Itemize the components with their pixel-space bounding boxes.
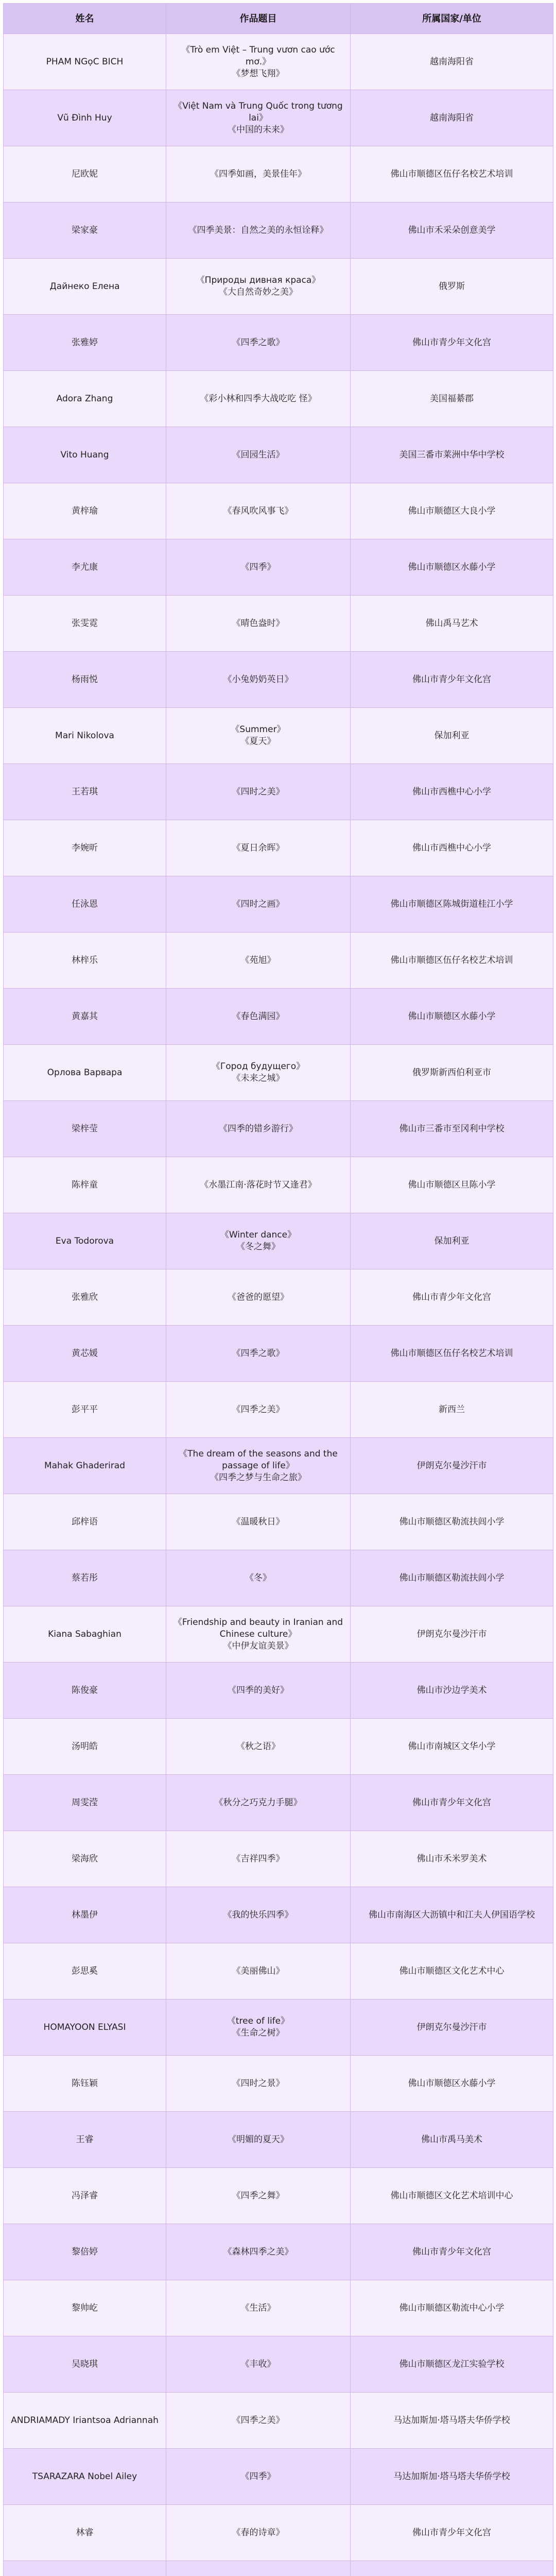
table-row (4, 427, 553, 483)
work-title-cell: 《四时之画》 (166, 876, 351, 933)
work-title-cell: 《秋之语》 (166, 1719, 351, 1775)
name-cell: 李婉昕 (4, 820, 166, 876)
work-title-cell: 《四季美景：自然之美的永恒诠释》 (166, 202, 351, 259)
name-cell: 陈俊豪 (4, 1663, 166, 1719)
country-org-cell: 佛山市顺德区勒流扶闾小学 (351, 1494, 553, 1550)
table-row (4, 1326, 553, 1382)
name-cell: 梁梓莹 (4, 1101, 166, 1157)
country-org-cell: 佛山禹马艺术 (351, 596, 553, 652)
country-org-cell: 佛山市青少年文化宫 (351, 315, 553, 371)
name-cell: 张雯霓 (4, 596, 166, 652)
work-title-cell: 《四季之美》 (166, 2393, 351, 2449)
work-title-cell: 《春风吹风事飞》 (166, 483, 351, 539)
name-cell: HOMAYOON ELYASI (4, 1999, 166, 2056)
name-cell: 黄嘉其 (4, 989, 166, 1045)
table-row (4, 933, 553, 989)
name-cell: 张雅婷 (4, 315, 166, 371)
name-cell: Adora Zhang (4, 371, 166, 427)
country-org-cell: 佛山市顺德区文化艺术中心 (351, 1943, 553, 1999)
work-title-cell: 《冬》 (166, 1550, 351, 1606)
table-row (4, 1382, 553, 1438)
work-title-cell: 《美丽佛山》 (166, 1943, 351, 1999)
name-cell: 李尤康 (4, 539, 166, 596)
country-org-cell: 保加利亚 (351, 1213, 553, 1269)
name-cell: 陈钰颖 (4, 2056, 166, 2112)
table-row (4, 820, 553, 876)
country-org-cell: 佛山市青少年文化宫 (351, 2224, 553, 2280)
work-title-cell: 《森林四季之美》 (166, 2224, 351, 2280)
name-cell: Дайнеко Елена (4, 259, 166, 315)
name-cell: Vũ Đình Huy (4, 90, 166, 146)
country-org-cell: 佛山市西樵中心小学 (351, 764, 553, 820)
table-row (4, 1999, 553, 2056)
header-name: 姓名 (4, 4, 166, 34)
table-row (4, 2505, 553, 2561)
table-row (4, 1157, 553, 1213)
table-row (4, 1550, 553, 1606)
work-title-cell: 《四季之舞》 (166, 2168, 351, 2224)
name-cell: Mahak Ghaderirad (4, 1438, 166, 1494)
work-title-cell: 《Природы дивная краса》 《大自然奇妙之美》 (166, 259, 351, 315)
table-row (4, 146, 553, 202)
table-row (4, 34, 553, 90)
work-title-cell: 《小兔奶奶英日》 (166, 652, 351, 708)
work-title-cell: 《秋分之巧克力手腿》 (166, 1775, 351, 1831)
table-row (4, 90, 553, 146)
work-title-cell: 《四季如画，美景佳年》 (166, 146, 351, 202)
header-country-org: 所属国家/单位 (351, 4, 553, 34)
work-title-cell: 《四季》 (166, 2449, 351, 2505)
country-org-cell: 越南海阳省 (351, 90, 553, 146)
work-title-cell: 《春色满园》 (166, 989, 351, 1045)
country-org-cell: 佛山市青少年文化宫 (351, 652, 553, 708)
country-org-cell: 伊朗克尔曼沙汗市 (351, 1999, 553, 2056)
work-title-cell: 《四季的错乡游行》 (166, 1101, 351, 1157)
name-cell: 蔡若彤 (4, 1550, 166, 1606)
header-row (4, 4, 553, 34)
name-cell: 黎帅屹 (4, 2280, 166, 2336)
table-row (4, 1606, 553, 1663)
work-title-cell: 《水墨江南·落花时节又逢君》 (166, 1157, 351, 1213)
work-title-cell: 《四时之景》 (166, 2056, 351, 2112)
work-title-cell: 《Friendship and beauty in Iranian and Chinese culture》 《中伊友谊美景》 (166, 1606, 351, 1663)
country-org-cell: 佛山市顺德区勒流扶闾小学 (351, 1550, 553, 1606)
name-cell: Kiana Sabaghian (4, 1606, 166, 1663)
country-org-cell: 佛山市顺德区水藤小学 (351, 2056, 553, 2112)
table-row (4, 2112, 553, 2168)
country-org-cell: 佛山市顺德区水藤小学 (351, 539, 553, 596)
table-row (4, 876, 553, 933)
table-row (4, 1775, 553, 1831)
table-row (4, 315, 553, 371)
work-title-cell: 《吉祥四季》 (166, 1831, 351, 1887)
country-org-cell: 佛山市顺德区旦陈小学 (351, 1157, 553, 1213)
country-org-cell: 佛山市禾米罗美术 (351, 1831, 553, 1887)
name-cell: 汤明皓 (4, 1719, 166, 1775)
name-cell: 周雯滢 (4, 1775, 166, 1831)
table-row (4, 1213, 553, 1269)
table-row (4, 1101, 553, 1157)
name-cell: 王若琪 (4, 764, 166, 820)
country-org-cell: 佛山市顺德区龙江实验学校 (351, 2336, 553, 2393)
table-row (4, 708, 553, 764)
country-org-cell: 佛山市顺德区水藤小学 (351, 989, 553, 1045)
country-org-cell: 佛山市西樵中心小学 (351, 820, 553, 876)
country-org-cell: 新西兰 (351, 1382, 553, 1438)
table-row (4, 483, 553, 539)
header-work-title: 作品题目 (166, 4, 351, 34)
table-row (4, 2336, 553, 2393)
work-title-cell: 《晴色盎时》 (166, 596, 351, 652)
country-org-cell: 美国福綦郡 (351, 371, 553, 427)
work-title-cell: 《Город будущего》 《未来之城》 (166, 1045, 351, 1101)
country-org-cell: 佛山市顺德区伍仔名校艺术培训 (351, 933, 553, 989)
country-org-cell: 佛山市南海区大沥镇中和江夫人伊国语学校 (351, 1887, 553, 1943)
country-org-cell: 越南海阳省 (351, 34, 553, 90)
name-cell: 黎倍婷 (4, 2224, 166, 2280)
work-title-cell: 《四时之美》 (166, 764, 351, 820)
work-title-cell: 《Trò em Việt – Trung vươn cao ước mơ.》 《梦想飞翔》 (166, 34, 351, 90)
work-title-cell: 《四季之美》 (166, 1382, 351, 1438)
country-org-cell (351, 2561, 553, 2576)
country-org-cell: 佛山市青少年文化宫 (351, 2505, 553, 2561)
name-cell: Vito Huang (4, 427, 166, 483)
name-cell: 林睿 (4, 2505, 166, 2561)
name-cell: 彭思奚 (4, 1943, 166, 1999)
country-org-cell: 佛山市三番市至冈利中学校 (351, 1101, 553, 1157)
country-org-cell: 美国三番市莱洲中华中学校 (351, 427, 553, 483)
table-body (4, 34, 553, 2576)
table-row (4, 2168, 553, 2224)
name-cell: 任泳恩 (4, 876, 166, 933)
name-cell: 尼欧妮 (4, 146, 166, 202)
name-cell: 吴晓琪 (4, 2336, 166, 2393)
table-row (4, 2449, 553, 2505)
name-cell: 邱梓语 (4, 1494, 166, 1550)
country-org-cell: 保加利亚 (351, 708, 553, 764)
name-cell: 梁海欣 (4, 1831, 166, 1887)
work-title-cell: 《四季的美好》 (166, 1663, 351, 1719)
country-org-cell: 俄罗斯新西伯利亚市 (351, 1045, 553, 1101)
artwork-list-table (3, 3, 553, 2576)
work-title-cell: 《The dream of the seasons and the passage of life》 《四季之梦与生命之旅》 (166, 1438, 351, 1494)
country-org-cell: 佛山市青少年文化宫 (351, 1269, 553, 1326)
table-row (4, 539, 553, 596)
country-org-cell: 马达加斯加·塔马塔夫华侨学校 (351, 2393, 553, 2449)
table-row (4, 259, 553, 315)
table-row (4, 652, 553, 708)
country-org-cell: 佛山市禾采朵创意美学 (351, 202, 553, 259)
name-cell: PHAM NGọC BICH (4, 34, 166, 90)
table-row (4, 989, 553, 1045)
table-row (4, 2224, 553, 2280)
country-org-cell: 佛山市南城区文华小学 (351, 1719, 553, 1775)
work-title-cell: 《四季之歌》 (166, 1326, 351, 1382)
country-org-cell: 佛山市顺德区大良小学 (351, 483, 553, 539)
table-row (4, 764, 553, 820)
name-cell: TSARAZARA Nobel Ailey (4, 2449, 166, 2505)
work-title-cell: 《Việt Nam và Trung Quốc trong tương lai》 《中国的未来》 (166, 90, 351, 146)
table-row (4, 2393, 553, 2449)
name-cell: 冯泽睿 (4, 2168, 166, 2224)
country-org-cell: 俄罗斯 (351, 259, 553, 315)
name-cell: 黄梓瑜 (4, 483, 166, 539)
name-cell: 杨雨悦 (4, 652, 166, 708)
country-org-cell: 佛山市禹马美术 (351, 2112, 553, 2168)
name-cell (4, 2561, 166, 2576)
work-title-cell: 《Summer》 《夏天》 (166, 708, 351, 764)
work-title-cell: 《明媚的夏天》 (166, 2112, 351, 2168)
country-org-cell: 伊朗克尔曼沙汗市 (351, 1438, 553, 1494)
table-row (4, 2280, 553, 2336)
name-cell: ANDRIAMADY Iriantsoa Adriannah (4, 2393, 166, 2449)
work-title-cell: 《回园生活》 (166, 427, 351, 483)
name-cell: 张雅欣 (4, 1269, 166, 1326)
name-cell: 黄芯媛 (4, 1326, 166, 1382)
table-row (4, 2056, 553, 2112)
table-row (4, 2561, 553, 2576)
name-cell: Mari Nikolova (4, 708, 166, 764)
country-org-cell: 佛山市顺德区伍仔名校艺术培训 (351, 1326, 553, 1382)
table-row (4, 1887, 553, 1943)
name-cell: 王睿 (4, 2112, 166, 2168)
name-cell: 梁家豪 (4, 202, 166, 259)
work-title-cell: 《Winter dance》 《冬之舞》 (166, 1213, 351, 1269)
country-org-cell: 佛山市顺德区陈城街道桂江小学 (351, 876, 553, 933)
country-org-cell: 佛山市顺德区勒流中心小学 (351, 2280, 553, 2336)
table-row (4, 1943, 553, 1999)
table-header (4, 4, 553, 34)
work-title-cell: 《苑旭》 (166, 933, 351, 989)
work-title-cell: 《tree of life》 《生命之树》 (166, 1999, 351, 2056)
work-title-cell: 《温暖秋日》 (166, 1494, 351, 1550)
table-row (4, 596, 553, 652)
table-row (4, 1663, 553, 1719)
table-row (4, 1438, 553, 1494)
country-org-cell: 佛山市顺德区伍仔名校艺术培训 (351, 146, 553, 202)
work-title-cell: 《爸爸的愿望》 (166, 1269, 351, 1326)
table-row (4, 371, 553, 427)
country-org-cell: 马达加斯加·塔马塔夫华侨学校 (351, 2449, 553, 2505)
work-title-cell: 《四季》 (166, 539, 351, 596)
country-org-cell: 伊朗克尔曼沙汗市 (351, 1606, 553, 1663)
artwork-list-container (3, 3, 553, 2576)
table-row (4, 1494, 553, 1550)
work-title-cell: 《夏日余晖》 (166, 820, 351, 876)
country-org-cell: 佛山市顺德区文化艺术培训中心 (351, 2168, 553, 2224)
work-title-cell: 《四季之歌》 (166, 315, 351, 371)
work-title-cell: 《丰收》 (166, 2336, 351, 2393)
table-row (4, 1831, 553, 1887)
country-org-cell: 佛山市青少年文化宫 (351, 1775, 553, 1831)
table-row (4, 202, 553, 259)
work-title-cell: 《彩小林和四季大战吃吃 怪》 (166, 371, 351, 427)
name-cell: Eva Todorova (4, 1213, 166, 1269)
work-title-cell (166, 2561, 351, 2576)
table-row (4, 1269, 553, 1326)
work-title-cell: 《我的快乐四季》 (166, 1887, 351, 1943)
name-cell: 彭平平 (4, 1382, 166, 1438)
table-row (4, 1719, 553, 1775)
name-cell: 林梓乐 (4, 933, 166, 989)
work-title-cell: 《生活》 (166, 2280, 351, 2336)
work-title-cell: 《春的诗章》 (166, 2505, 351, 2561)
name-cell: 陈梓童 (4, 1157, 166, 1213)
country-org-cell: 佛山市沙边学美术 (351, 1663, 553, 1719)
name-cell: Орлова Варвара (4, 1045, 166, 1101)
name-cell: 林墨伊 (4, 1887, 166, 1943)
table-row (4, 1045, 553, 1101)
